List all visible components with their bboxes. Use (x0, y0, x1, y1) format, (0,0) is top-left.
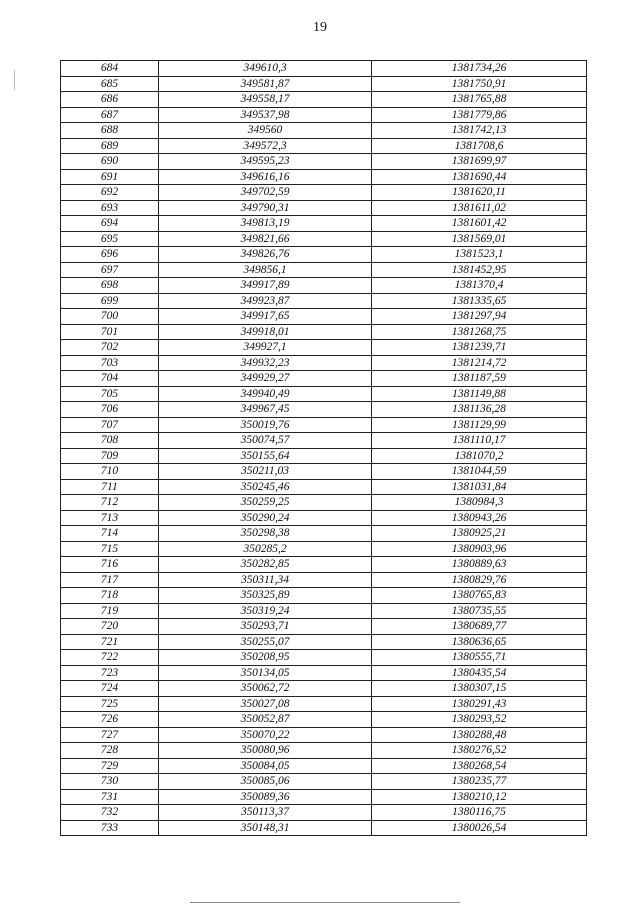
y-coordinate-cell: 1380116,75 (372, 805, 587, 821)
point-number-cell: 684 (61, 61, 159, 77)
point-number-cell: 704 (61, 371, 159, 387)
point-number-cell: 733 (61, 820, 159, 836)
y-coordinate-cell: 1381779,86 (372, 107, 587, 123)
x-coordinate-cell: 350085,06 (159, 774, 372, 790)
table-row (61, 402, 587, 418)
point-number-cell: 719 (61, 603, 159, 619)
point-number-cell: 716 (61, 557, 159, 573)
table-row (61, 216, 587, 232)
table-row (61, 619, 587, 635)
y-coordinate-cell: 1380235,77 (372, 774, 587, 790)
x-coordinate-cell: 350325,89 (159, 588, 372, 604)
x-coordinate-cell: 350027,08 (159, 696, 372, 712)
point-number-cell: 708 (61, 433, 159, 449)
table-row (61, 169, 587, 185)
point-number-cell: 685 (61, 76, 159, 92)
y-coordinate-cell: 1381742,13 (372, 123, 587, 139)
x-coordinate-cell: 350255,07 (159, 634, 372, 650)
x-coordinate-cell: 349967,45 (159, 402, 372, 418)
y-coordinate-cell: 1381149,88 (372, 386, 587, 402)
point-number-cell: 689 (61, 138, 159, 154)
point-number-cell: 705 (61, 386, 159, 402)
y-coordinate-cell: 1381370,4 (372, 278, 587, 294)
table-row (61, 200, 587, 216)
y-coordinate-cell: 1381611,02 (372, 200, 587, 216)
x-coordinate-cell: 350259,25 (159, 495, 372, 511)
y-coordinate-cell: 1381750,91 (372, 76, 587, 92)
point-number-cell: 695 (61, 231, 159, 247)
y-coordinate-cell: 1380765,83 (372, 588, 587, 604)
y-coordinate-cell: 1381452,95 (372, 262, 587, 278)
point-number-cell: 697 (61, 262, 159, 278)
x-coordinate-cell: 349826,76 (159, 247, 372, 263)
point-number-cell: 690 (61, 154, 159, 170)
point-number-cell: 691 (61, 169, 159, 185)
x-coordinate-cell: 349616,16 (159, 169, 372, 185)
y-coordinate-cell: 1381734,26 (372, 61, 587, 77)
x-coordinate-cell: 350084,05 (159, 758, 372, 774)
y-coordinate-cell: 1380307,15 (372, 681, 587, 697)
y-coordinate-cell: 1381765,88 (372, 92, 587, 108)
table-row (61, 185, 587, 201)
x-coordinate-cell: 349702,59 (159, 185, 372, 201)
table-row (61, 386, 587, 402)
y-coordinate-cell: 1380293,52 (372, 712, 587, 728)
scan-artifact-left (14, 70, 15, 90)
x-coordinate-cell: 350148,31 (159, 820, 372, 836)
point-number-cell: 713 (61, 510, 159, 526)
y-coordinate-cell: 1381129,99 (372, 417, 587, 433)
x-coordinate-cell: 349917,65 (159, 309, 372, 325)
table-row (61, 820, 587, 836)
x-coordinate-cell: 349821,66 (159, 231, 372, 247)
x-coordinate-cell: 350285,2 (159, 541, 372, 557)
x-coordinate-cell: 350245,46 (159, 479, 372, 495)
table-row (61, 743, 587, 759)
coordinates-table (60, 60, 587, 836)
point-number-cell: 712 (61, 495, 159, 511)
x-coordinate-cell: 350062,72 (159, 681, 372, 697)
point-number-cell: 723 (61, 665, 159, 681)
y-coordinate-cell: 1381044,59 (372, 464, 587, 480)
point-number-cell: 701 (61, 324, 159, 340)
point-number-cell: 710 (61, 464, 159, 480)
point-number-cell: 715 (61, 541, 159, 557)
y-coordinate-cell: 1380268,54 (372, 758, 587, 774)
point-number-cell: 688 (61, 123, 159, 139)
x-coordinate-cell: 349917,89 (159, 278, 372, 294)
table-row (61, 789, 587, 805)
x-coordinate-cell: 349595,23 (159, 154, 372, 170)
y-coordinate-cell: 1380276,52 (372, 743, 587, 759)
table-row (61, 324, 587, 340)
y-coordinate-cell: 1380689,77 (372, 619, 587, 635)
point-number-cell: 703 (61, 355, 159, 371)
table-row (61, 247, 587, 263)
x-coordinate-cell: 349581,87 (159, 76, 372, 92)
point-number-cell: 726 (61, 712, 159, 728)
point-number-cell: 699 (61, 293, 159, 309)
point-number-cell: 693 (61, 200, 159, 216)
y-coordinate-cell: 1380984,3 (372, 495, 587, 511)
table-row (61, 293, 587, 309)
x-coordinate-cell: 350155,64 (159, 448, 372, 464)
table-row (61, 696, 587, 712)
y-coordinate-cell: 1381601,42 (372, 216, 587, 232)
x-coordinate-cell: 350052,87 (159, 712, 372, 728)
y-coordinate-cell: 1381136,28 (372, 402, 587, 418)
y-coordinate-cell: 1380903,96 (372, 541, 587, 557)
x-coordinate-cell: 349927,1 (159, 340, 372, 356)
table-row (61, 123, 587, 139)
y-coordinate-cell: 1380435,54 (372, 665, 587, 681)
x-coordinate-cell: 349537,98 (159, 107, 372, 123)
y-coordinate-cell: 1381070,2 (372, 448, 587, 464)
table-row (61, 448, 587, 464)
x-coordinate-cell: 350290,24 (159, 510, 372, 526)
point-number-cell: 687 (61, 107, 159, 123)
table-row (61, 572, 587, 588)
table-row (61, 371, 587, 387)
table-row (61, 557, 587, 573)
point-number-cell: 698 (61, 278, 159, 294)
y-coordinate-cell: 1381110,17 (372, 433, 587, 449)
y-coordinate-cell: 1381268,75 (372, 324, 587, 340)
x-coordinate-cell: 350113,37 (159, 805, 372, 821)
table-row (61, 650, 587, 666)
table-row (61, 805, 587, 821)
table-row (61, 340, 587, 356)
table-row (61, 681, 587, 697)
table-row (61, 495, 587, 511)
table-row (61, 262, 587, 278)
table-row (61, 526, 587, 542)
table-row (61, 154, 587, 170)
point-number-cell: 707 (61, 417, 159, 433)
x-coordinate-cell: 350080,96 (159, 743, 372, 759)
table-row (61, 541, 587, 557)
point-number-cell: 686 (61, 92, 159, 108)
y-coordinate-cell: 1380889,63 (372, 557, 587, 573)
y-coordinate-cell: 1380829,76 (372, 572, 587, 588)
x-coordinate-cell: 349813,19 (159, 216, 372, 232)
table-row (61, 309, 587, 325)
point-number-cell: 731 (61, 789, 159, 805)
table-row (61, 727, 587, 743)
table-row (61, 417, 587, 433)
table-row (61, 588, 587, 604)
y-coordinate-cell: 1380210,12 (372, 789, 587, 805)
x-coordinate-cell: 350089,36 (159, 789, 372, 805)
y-coordinate-cell: 1381214,72 (372, 355, 587, 371)
point-number-cell: 706 (61, 402, 159, 418)
x-coordinate-cell: 349856,1 (159, 262, 372, 278)
table-row (61, 774, 587, 790)
y-coordinate-cell: 1380026,54 (372, 820, 587, 836)
x-coordinate-cell: 349560 (159, 123, 372, 139)
y-coordinate-cell: 1381569,01 (372, 231, 587, 247)
table-row (61, 665, 587, 681)
x-coordinate-cell: 350282,85 (159, 557, 372, 573)
x-coordinate-cell: 349923,87 (159, 293, 372, 309)
y-coordinate-cell: 1381335,65 (372, 293, 587, 309)
y-coordinate-cell: 1381620,11 (372, 185, 587, 201)
point-number-cell: 724 (61, 681, 159, 697)
table-row (61, 634, 587, 650)
y-coordinate-cell: 1381523,1 (372, 247, 587, 263)
x-coordinate-cell: 350293,71 (159, 619, 372, 635)
point-number-cell: 725 (61, 696, 159, 712)
x-coordinate-cell: 349558,17 (159, 92, 372, 108)
point-number-cell: 711 (61, 479, 159, 495)
table-row (61, 355, 587, 371)
point-number-cell: 692 (61, 185, 159, 201)
table-row (61, 603, 587, 619)
table-row (61, 76, 587, 92)
point-number-cell: 717 (61, 572, 159, 588)
page-number: 19 (313, 20, 327, 35)
table-row (61, 464, 587, 480)
point-number-cell: 720 (61, 619, 159, 635)
table-row (61, 61, 587, 77)
x-coordinate-cell: 349572,3 (159, 138, 372, 154)
y-coordinate-cell: 1381031,84 (372, 479, 587, 495)
table-row (61, 433, 587, 449)
y-coordinate-cell: 1381239,71 (372, 340, 587, 356)
x-coordinate-cell: 350070,22 (159, 727, 372, 743)
x-coordinate-cell: 349918,01 (159, 324, 372, 340)
point-number-cell: 702 (61, 340, 159, 356)
x-coordinate-cell: 350298,38 (159, 526, 372, 542)
table-row (61, 278, 587, 294)
y-coordinate-cell: 1381297,94 (372, 309, 587, 325)
x-coordinate-cell: 349929,27 (159, 371, 372, 387)
x-coordinate-cell: 350074,57 (159, 433, 372, 449)
point-number-cell: 722 (61, 650, 159, 666)
point-number-cell: 730 (61, 774, 159, 790)
y-coordinate-cell: 1380925,21 (372, 526, 587, 542)
x-coordinate-cell: 349610,3 (159, 61, 372, 77)
table-row (61, 712, 587, 728)
table-row (61, 231, 587, 247)
y-coordinate-cell: 1380288,48 (372, 727, 587, 743)
table-row (61, 107, 587, 123)
y-coordinate-cell: 1381690,44 (372, 169, 587, 185)
y-coordinate-cell: 1380636,65 (372, 634, 587, 650)
table-row (61, 92, 587, 108)
table-row (61, 758, 587, 774)
point-number-cell: 696 (61, 247, 159, 263)
coordinates-table-body (61, 61, 587, 836)
table-row (61, 479, 587, 495)
x-coordinate-cell: 349940,49 (159, 386, 372, 402)
x-coordinate-cell: 350208,95 (159, 650, 372, 666)
x-coordinate-cell: 349790,31 (159, 200, 372, 216)
point-number-cell: 728 (61, 743, 159, 759)
y-coordinate-cell: 1380735,55 (372, 603, 587, 619)
x-coordinate-cell: 350319,24 (159, 603, 372, 619)
y-coordinate-cell: 1381187,59 (372, 371, 587, 387)
point-number-cell: 727 (61, 727, 159, 743)
y-coordinate-cell: 1380943,26 (372, 510, 587, 526)
x-coordinate-cell: 350211,03 (159, 464, 372, 480)
x-coordinate-cell: 350311,34 (159, 572, 372, 588)
y-coordinate-cell: 1380291,43 (372, 696, 587, 712)
table-row (61, 138, 587, 154)
point-number-cell: 729 (61, 758, 159, 774)
y-coordinate-cell: 1380555,71 (372, 650, 587, 666)
y-coordinate-cell: 1381708,6 (372, 138, 587, 154)
x-coordinate-cell: 350019,76 (159, 417, 372, 433)
scan-artifact-bottom (190, 902, 460, 903)
x-coordinate-cell: 349932,23 (159, 355, 372, 371)
x-coordinate-cell: 350134,05 (159, 665, 372, 681)
point-number-cell: 700 (61, 309, 159, 325)
point-number-cell: 721 (61, 634, 159, 650)
point-number-cell: 732 (61, 805, 159, 821)
point-number-cell: 709 (61, 448, 159, 464)
y-coordinate-cell: 1381699,97 (372, 154, 587, 170)
point-number-cell: 718 (61, 588, 159, 604)
point-number-cell: 714 (61, 526, 159, 542)
table-row (61, 510, 587, 526)
point-number-cell: 694 (61, 216, 159, 232)
